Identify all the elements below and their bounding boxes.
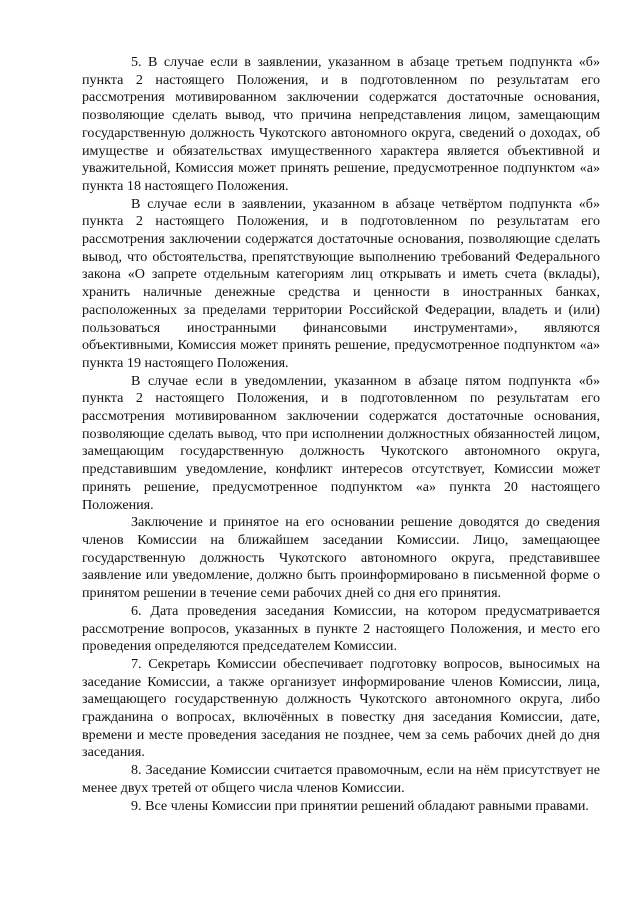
document-body	[82, 54, 600, 815]
paragraph-clause-5: 5. В случае если в заявлении, указанном в абзаце третьем подпункта «б» пункта 2 настоящего Положения, и в подготовленном по результатам его рассмотрения мотивированном заключении содержатся достаточные основания, позволяющие сделать вывод, что причина непредставления лицом, замещающим государственную должность Чукотского автономного округа, сведений о доходах, об имуществе и обязательствах имущественного характера является объективной и уважительной, Комиссия может принять решение, предусмотренное подпунктом «а» пункта 18 настоящего Положения.	[82, 54, 600, 194]
paragraph-clause-7: 7. Секретарь Комиссии обеспечивает подготовку вопросов, выносимых на заседание Комиссии, а также организует информирование членов Комиссии, лица, замещающего государственную должность Чукотского автономного округа, либо гражданина о вопросах, включённых в повестку дня заседания Комиссии, дате, времени и месте проведения заседания не позднее, чем за семь рабочих дней до дня заседания.	[82, 655, 600, 761]
paragraph-foreign-accounts: В случае если в заявлении, указанном в абзаце четвёртом подпункта «б» пункта 2 настоящего Положения, и в подготовленном по результатам его рассмотрения заключении содержатся достаточные основания, позволяющие сделать вывод, что обстоятельства, препятствующие выполнению требований Федерального закона «О запрете отдельным категориям лиц открывать и иметь счета (вклады), хранить наличные денежные средства и ценности в иностранных банках, расположенных за пределами территории Российской Федерации, владеть и (или) пользоваться иностранными финансовыми инструментами», являются объективными, Комиссия может принять решение, предусмотренное подпунктом «а» пункта 19 настоящего Положения.	[82, 195, 600, 371]
paragraph-clause-6: 6. Дата проведения заседания Комиссии, на котором предусматривается рассмотрение вопросов, указанных в пункте 2 настоящего Положения, и место его проведения определяются председателем Комиссии.	[82, 602, 600, 655]
paragraph-clause-9: 9. Все члены Комиссии при принятии решений обладают равными правами.	[131, 797, 589, 814]
paragraph-clause-8: 8. Заседание Комиссии считается правомочным, если на нём присутствует не менее двух третей от общего числа членов Комиссии.	[82, 762, 600, 796]
paragraph-conflict-of-interest: В случае если в уведомлении, указанном в абзаце пятом подпункта «б» пункта 2 настоящего Положения, и в подготовленном по результатам его рассмотрения мотивированном заключении содержатся достаточные основания, позволяющие сделать вывод, что при исполнении должностных обязанностей лицом, замещающим государственную должность Чукотского автономного округа, представившим уведомление, конфликт интересов отсутствует, Комиссии может принять решение, предусмотренное подпунктом «а» пункта 20 настоящего Положения.	[82, 372, 600, 513]
paragraph-conclusion-notice: Заключение и принятое на его основании решение доводятся до сведения членов Комиссии на ближайшем заседании Комиссии. Лицо, замещающее государственную должность Чукотского автономного округа, представившее заявление или уведомление, должно быть проинформировано в письменной форме о принятом решении в течение семи рабочих дней со дня его принятия.	[82, 514, 600, 602]
